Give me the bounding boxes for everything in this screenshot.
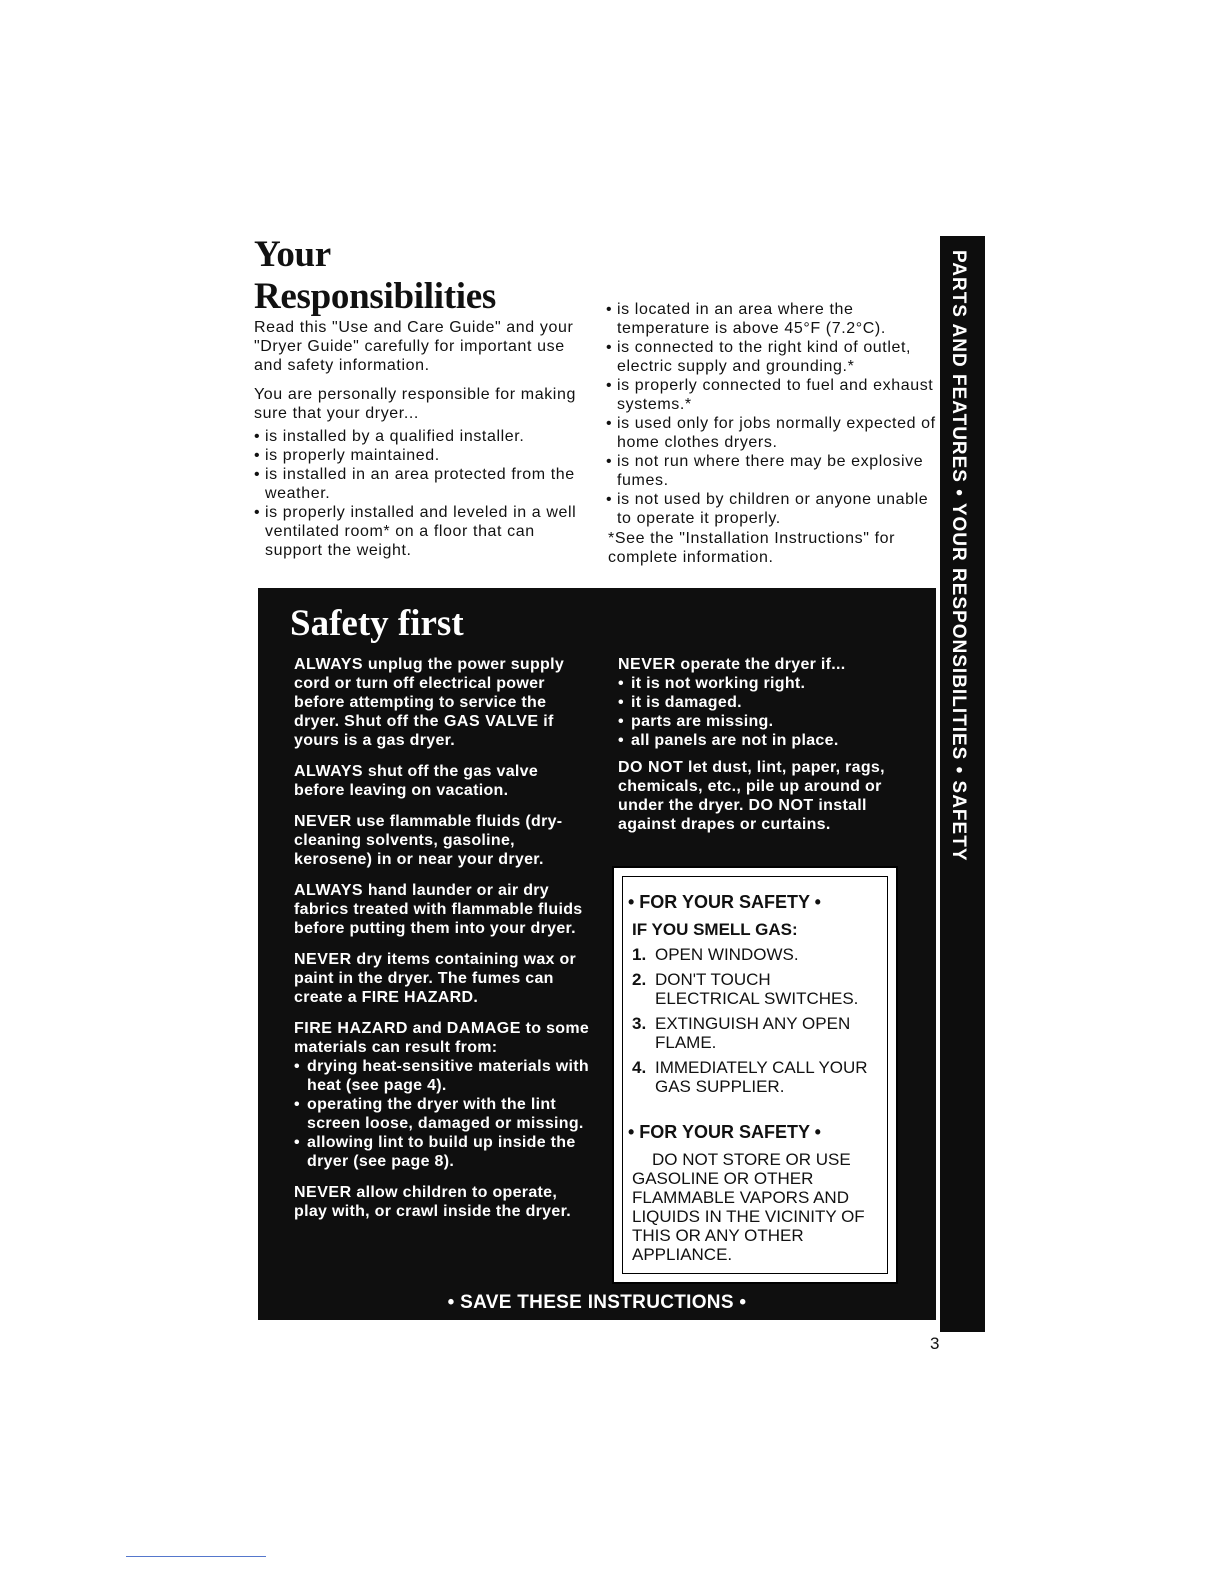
lead-text: You are personally responsible for making sure that your dryer... bbox=[254, 386, 576, 422]
safety-paragraph: NEVER operate the dryer if... bbox=[618, 656, 846, 673]
gas-step: 1. OPEN WINDOWS. bbox=[632, 945, 799, 964]
condition-list bbox=[618, 674, 908, 750]
list-item: • is used only for jobs normally expected of home clothes dryers. bbox=[606, 414, 938, 452]
list-item: • allowing lint to build up inside the dryer (see page 8). bbox=[294, 1133, 592, 1171]
safety-paragraph: NEVER use flammable fluids (dry-cleaning solvents, gasoline, kerosene) in or near your dryer. bbox=[294, 813, 563, 868]
page-number: 3 bbox=[930, 1334, 940, 1353]
footnote: *See the "Installation Instructions" for complete information. bbox=[608, 530, 896, 566]
gas-steps bbox=[632, 945, 872, 1102]
intro-text: Read this "Use and Care Guide" and your "Dryer Guide" carefully for important use and safety information. bbox=[254, 319, 574, 374]
list-item: • is installed by a qualified installer. bbox=[254, 427, 584, 446]
safety-paragraph: ALWAYS unplug the power supply cord or turn off electrical power before attempting to service the dryer. Shut off the GAS VALVE if yours is a gas dryer. bbox=[294, 656, 565, 749]
list-item: • all panels are not in place. bbox=[618, 731, 908, 750]
safety-right-column bbox=[618, 655, 908, 846]
list-item: • is properly installed and leveled in a well ventilated room* on a floor that can support the weight. bbox=[254, 503, 584, 560]
list-item: • is properly connected to fuel and exhaust systems.* bbox=[606, 376, 938, 414]
list-item: • drying heat-sensitive materials with heat (see page 4). bbox=[294, 1057, 592, 1095]
list-item: • operating the dryer with the lint screen loose, damaged or missing. bbox=[294, 1095, 592, 1133]
for-your-safety-heading-2: • FOR YOUR SAFETY • bbox=[628, 1122, 821, 1142]
list-item: • is installed in an area protected from the weather. bbox=[254, 465, 584, 503]
safety-title: Safety first bbox=[290, 603, 464, 644]
safety-paragraph: ALWAYS hand launder or air dry fabrics treated with flammable fluids before putting them into your dryer. bbox=[294, 882, 583, 937]
list-item: • it is damaged. bbox=[618, 693, 908, 712]
gas-step: 3. EXTINGUISH ANY OPEN FLAME. bbox=[632, 1014, 851, 1052]
gas-warning-box bbox=[612, 866, 898, 1284]
gas-step: 4. IMMEDIATELY CALL YOUR GAS SUPPLIER. bbox=[632, 1058, 868, 1096]
list-item: • is properly maintained. bbox=[254, 446, 584, 465]
right-column bbox=[606, 300, 938, 567]
save-instructions: • SAVE THESE INSTRUCTIONS • bbox=[447, 1292, 747, 1313]
gas-step: 2. DON'T TOUCH ELECTRICAL SWITCHES. bbox=[632, 970, 859, 1008]
list-item: • is located in an area where the temperature is above 45°F (7.2°C). bbox=[606, 300, 938, 338]
left-column bbox=[254, 318, 584, 560]
list-item: • parts are missing. bbox=[618, 712, 908, 731]
safety-paragraph: NEVER dry items containing wax or paint in the dryer. The fumes can create a FIRE HAZARD. bbox=[294, 951, 577, 1006]
responsibility-list-continued bbox=[606, 300, 938, 528]
title-line-1: Your bbox=[254, 234, 331, 275]
title-line-2: Responsibilities bbox=[254, 276, 496, 317]
list-item: • is connected to the right kind of outlet, electric supply and grounding.* bbox=[606, 338, 938, 376]
smell-gas-heading: IF YOU SMELL GAS: bbox=[632, 920, 798, 939]
safety-paragraph: DO NOT let dust, lint, paper, rags, chemicals, etc., pile up around or under the dryer. DO NOT install against drapes or curtains. bbox=[618, 759, 885, 833]
section-tab bbox=[940, 236, 985, 1332]
gasoline-warning: DO NOT STORE OR USE GASOLINE OR OTHER FLAMMABLE VAPORS AND LIQUIDS IN THE VICINITY OF THIS OR ANY OTHER APPLIANCE. bbox=[632, 1150, 865, 1264]
safety-panel bbox=[258, 588, 936, 1320]
for-your-safety-heading: • FOR YOUR SAFETY • bbox=[628, 892, 821, 912]
list-item: • is not used by children or anyone unable to operate it properly. bbox=[606, 490, 938, 528]
safety-paragraph: FIRE HAZARD and DAMAGE to some materials can result from: bbox=[294, 1020, 590, 1056]
footer-rule bbox=[126, 1556, 266, 1557]
responsibility-list bbox=[254, 427, 584, 560]
safety-paragraph: ALWAYS shut off the gas valve before leaving on vacation. bbox=[294, 763, 539, 799]
section-tab-label: PARTS AND FEATURES • YOUR RESPONSIBILITIES • SAFETY bbox=[948, 250, 969, 862]
list-item: • is not run where there may be explosive fumes. bbox=[606, 452, 938, 490]
list-item: • it is not working right. bbox=[618, 674, 908, 693]
hazard-list bbox=[294, 1057, 592, 1171]
safety-left-column bbox=[294, 655, 592, 1233]
safety-paragraph: NEVER allow children to operate, play with, or crawl inside the dryer. bbox=[294, 1184, 571, 1220]
page-title bbox=[254, 234, 496, 318]
